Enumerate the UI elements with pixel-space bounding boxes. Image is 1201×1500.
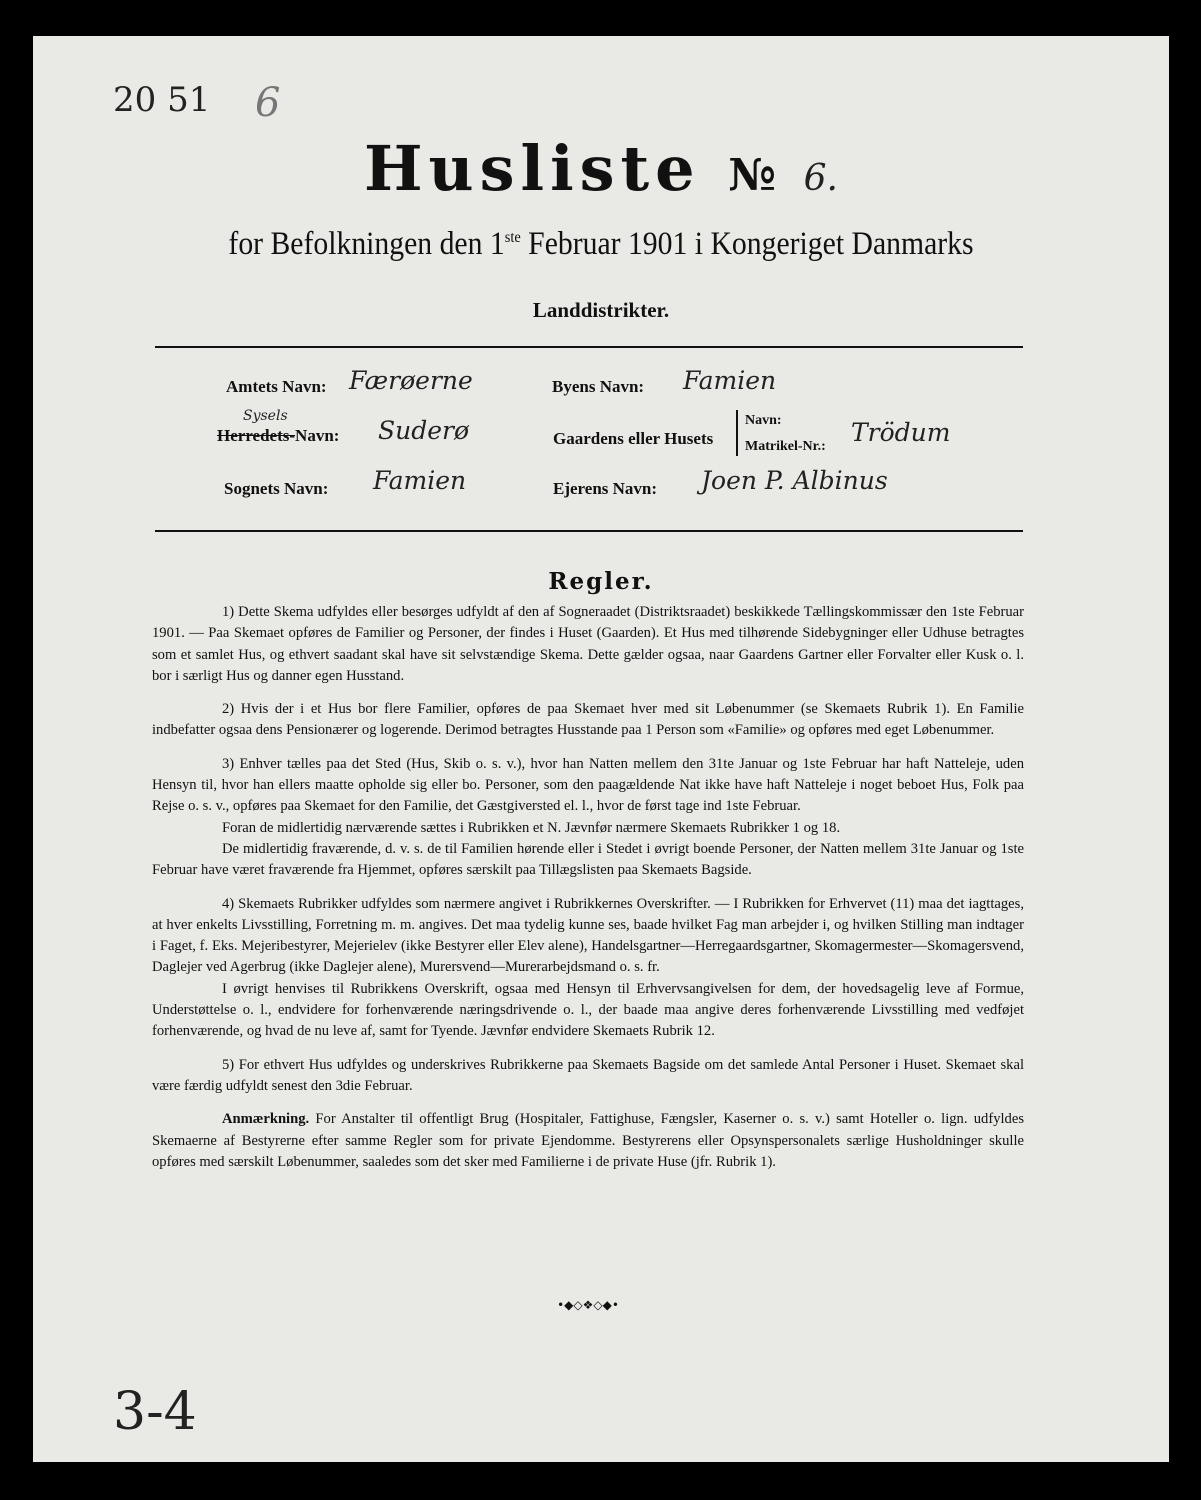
rule-4: 4) Skemaets Rubrikker udfyldes som nærmere angivet i Rubrikkernes Overskrifter. — I Rubrikken for Erhvervet (11) maa det iagttages, at hver enkelts Livsstilling, Forretning m. m. angives. Det maa tydelig kunne ses, baade hvilket Fag man arbejder i, og hvilken Stilling man indtager i Faget, f. Eks. Mejeribestyrer, Mejerielev (ikke Bestyrer eller Elev alene), Handelsgartner—Herregaardsgartner, Skomagermester—Skomagersvend, Daglejer ved Agerbrug (ikke Daglejer alene), Murersvend—Murerarbejdsmand o. s. fr. [152,895,1024,976]
title-text: Husliste [363,132,701,205]
rules-body [152,602,1024,1185]
margin-note-bottom-left: 3-4 [113,1382,197,1442]
herred-struck: Herredets- [217,426,296,445]
bottom-rule [155,530,1023,532]
sogn-value: Famien [373,466,467,495]
gaard-bracket [736,410,738,456]
number-sign: № [728,150,777,201]
rules-heading: Regler. [548,568,654,595]
district-heading: Landdistrikter. [532,298,670,322]
note [152,1109,1024,1173]
amt-label: Amtets Navn: [226,377,327,396]
ejer-value: Joen P. Albinus [701,466,888,495]
form-title [33,132,1169,205]
rule-3-midlertidig: Foran de midlertidig nærværende sættes i Rubrikken et N. Jævnfør nærmere Skemaets Rubrikker 1 og 18. [222,819,841,836]
rule-4-oevrigt: I øvrigt henvises til Rubrikkens Overskrift, ogsaa med Hensyn til Erhvervsangivelsen for dem, der hovedsagelig leve af Formue, Understøttelse o. l., endvidere for forhenværende næringsdrivende o. l., der baade maa angive deres forhenværende Livsstilling med vedføjet forhenværende, og hvad de nu leve af, samt for Tyende. Jævnfør endvidere Skemaets Rubrik 12. [152,980,1024,1040]
navn-label: Navn: [745,413,782,428]
rule-3-fravaerende: De midlertidig fraværende, d. v. s. de til Familien hørende eller i Stedet i øvrigt boende Personer, der Natten mellem 31te Januar og 1ste Februar have været fraværende fra Hjemmet, opføres særskilt paa Tillægslisten paa Skemaets Bagside. [152,840,1024,879]
rule-5: 5) For ethvert Hus udfyldes og underskrives Rubrikkerne paa Skemaets Bagside om det samlede Antal Personer i Huset. Skemaet skal være færdig udfyldt senest den 3die Februar. [152,1056,1024,1094]
rule-1: 1) Dette Skema udfyldes eller besørges udfyldt af den af Sogneraadet (Distriktsraadet) beskikkede Tællingskommissær den 1ste Februar 1901. — Paa Skemaet opføres de Familier og Personer, der findes i Huset (Gaarden). Et Hus med tilhørende Sidebygninger eller Udhuse betragtes som et samlet Hus, og ethvert saadant skal have sit selvstændige Skema. Dette gælder ogsaa, naar Gaardens Gartner eller Forvalter eller Kusk o. l. bor i særligt Hus og danner egen Husstand. [152,604,1024,684]
rule-2: 2) Hvis der i et Hus bor flere Familier, opføres de paa Skemaet hver med sit Løbenummer (se Skemaets Rubrik 1). En Familie indbefatter ogsaa dens Pensionærer og logerende. Derimod betragtes Husstande paa 1 Person som «Familie» og opføres med eget Løbenummer. [152,701,1024,739]
gaard-value: Trödum [851,418,951,447]
margin-note-top-left: 20 51 [113,80,211,120]
subtitle-start: for Befolkningen den 1 [228,226,505,262]
subtitle-superscript: ste [504,229,521,246]
ejer-label: Ejerens Navn: [553,479,658,498]
rule-3: 3) Enhver tælles paa det Sted (Hus, Skib o. s. v.), hvor han Natten mellem den 31te Januar og 1ste Februar har haft Natteleje, uden Hensyn til, hvor han ellers maatte opholde sig eller bo. Personer, som den paagældende Nat ikke have haft Natteleje i noget beboet Hus, Folk paa Rejse o. s. v., opføres paa Skemaet for den Familie, det Gæstgiversted el. l., hvor de først tage ind 1ste Februar. [152,755,1024,815]
amt-value: Færøerne [349,366,473,395]
margin-note-top-digit: 6 [255,80,281,126]
note-label: Anmærkning. [222,1111,310,1128]
census-form-page [33,36,1169,1462]
sysel-label [217,426,339,446]
ornament-divider: •◆◇❖◇◆• [557,1298,619,1312]
sysel-insert: Sysels [243,408,288,424]
matrikel-label: Matrikel-Nr.: [745,439,826,454]
by-value: Famien [683,366,777,395]
sogn-label: Sognets Navn: [224,479,329,498]
list-number: 6. [803,158,839,199]
top-rule [155,346,1023,348]
sysel-value: Suderø [378,416,470,445]
gaard-label: Gaardens eller Husets [553,429,714,448]
sysel-label-rest: Navn: [295,426,340,445]
note-text: For Anstalter til offentligt Brug (Hospitaler, Fattighuse, Fængsler, Kaserner o. s. v.) samt Hoteller o. lign. udfyldes Skemaerne af Bestyrerne efter samme Regler som for private Ejendomme. Bestyrerens eller Opsynspersonalets særlige Husholdninger skulle opføres med særskilt Løbenummer, saaledes som det sker med Familierne i de private Huse (jfr. Rubrik 1). [152,1111,1024,1170]
by-label: Byens Navn: [552,377,645,396]
form-subtitle [90,226,1112,263]
subtitle-end: Februar 1901 i Kongeriget Danmarks [520,226,974,262]
